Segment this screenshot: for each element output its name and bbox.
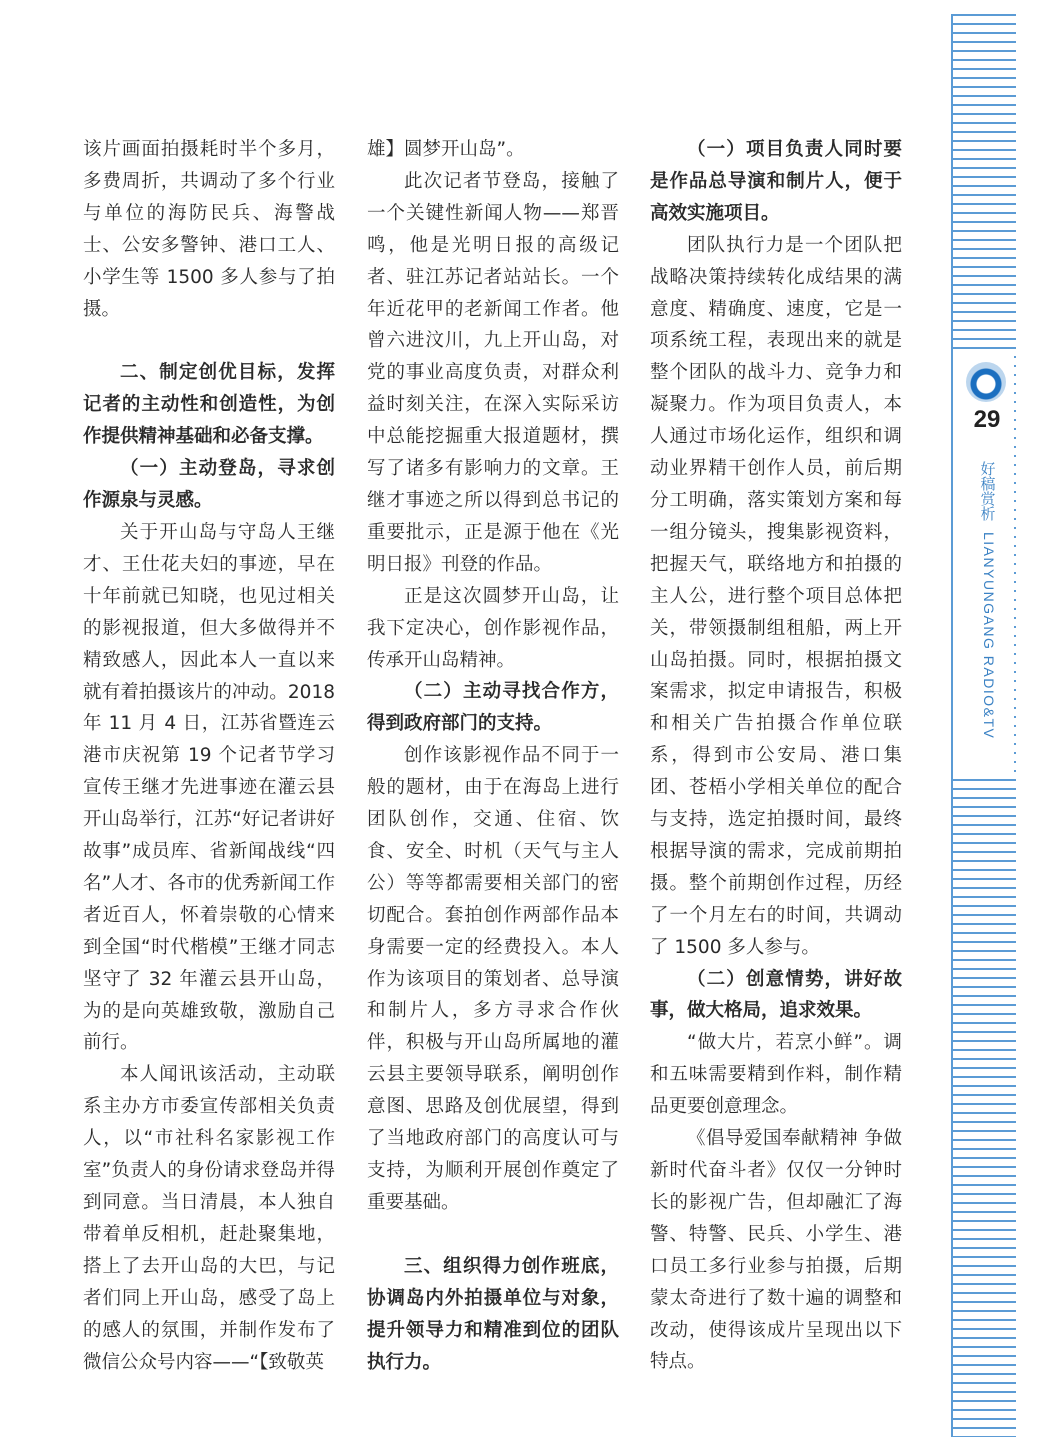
subsection-heading: （二）主动寻找合作方，得到政府部门的支持。 [367, 681, 619, 735]
paragraph: 正是这次圆梦开山岛，让我下定决心，创作影视作品，传承开山岛精神。 [367, 585, 619, 671]
section-heading: 二、制定创优目标，发挥记者的主动性和创造性，为创作提供精神基础和必备支撑。 [83, 362, 335, 448]
paragraph: “做大片，若烹小鲜”。调和五味需要精到作料，制作精品更要创意理念。 [650, 1032, 902, 1118]
page-number: 29 [973, 406, 1001, 433]
paragraph: 关于开山岛与守岛人王继才、王仕花夫妇的事迹，早在十年前就已知晓，也见过相关的影视报道，但大多做得并不精致感人，因此本人一直以来就有着拍摄该片的冲动。2018 年 11 月 4 日，江苏省暨连云港市庆祝第 19 个记者节学习宣传王继才先进事迹在灌云县开山岛举行，江苏“好记者讲好故事”成员库、省新闻战线“四名”人才、各市的优秀新闻工作者近百人，怀着崇敬的心情来到全国“时代楷模”王继才同志坚守了 32 年灌云县开山岛，为的是向英雄致敬，激励自己前行。 [83, 521, 335, 1054]
subsection-heading: （二）创意情势，讲好故事，做大格局，追求效果。 [650, 968, 902, 1022]
brand-name: LIANYUNGANG RADIO&TV [981, 532, 997, 740]
text-column-2 [367, 134, 619, 1378]
section-title [978, 462, 998, 522]
paragraph: 此次记者节登岛，接触了一个关键性新闻人物——郑晋鸣，他是光明日报的高级记者、驻江苏记者站站长。一个年近花甲的老新闻工作者。他曾六进汶川，九上开山岛，对党的事业高度负责，对群众利益时刻关注，在深入实际采访中总能挖掘重大报道题材，撰写了诸多有影响力的文章。王继才事迹之所以得到总书记的重要批示，正是源于他在《光明日报》刊登的作品。 [367, 170, 619, 575]
paragraph: 该片画面拍摄耗时半个多月，多费周折，共调动了多个行业与单位的海防民兵、海警战士、公安多警钟、港口工人、小学生等 1500 多人参与了拍摄。 [83, 139, 335, 320]
paragraph: 《倡导爱国奉献精神 争做新时代奋斗者》仅仅一分钟时长的影视广告，但却融汇了海警、特警、民兵、小学生、港口员工多行业参与拍摄，后期蒙太奇进行了数十遍的调整和改动，使得该成片呈现出以下特点。 [650, 1128, 902, 1373]
section-char: 好 [980, 460, 996, 478]
text-column-3 [650, 134, 902, 1378]
text-column-1 [83, 134, 335, 1378]
subsection-heading: （一）项目负责人同时要是作品总导演和制片人，便于高效实施项目。 [650, 139, 902, 224]
subsection-heading: （一）主动登岛，寻求创作源泉与灵感。 [83, 458, 335, 512]
section-char: 稿 [980, 475, 996, 493]
paragraph: 雄】圆梦开山岛”。 [367, 139, 525, 160]
section-heading: 三、组织得力创作班底，协调岛内外拍摄单位与对象，提升领导力和精准到位的团队执行力。 [367, 1255, 619, 1373]
paragraph: 创作该影视作品不同于一般的题材，由于在海岛上进行团队创作，交通、住宿、饮食、安全、时机（天气与主人公）等等都需要相关部门的密切配合。套拍创作两部作品本身需要一定的经费投入。本人作为该项目的策划者、总导演和制片人，多方寻求合作伙伴，积极与开山岛所属地的灌云县主要领导联系，阐明创作意图、思路及创优展望，得到了当地政府部门的高度认可与支持，为顺利开展创作奠定了重要基础。 [367, 745, 619, 1213]
paragraph: 本人闻讯该活动，主动联系主办方市委宣传部相关负责人，以“市社科名家影视工作室”负责人的身份请求登岛并得到同意。当日清晨，本人独自带着单反相机，赶赴聚集地，搭上了去开山岛的大巴，与记者们同上开山岛，感受了岛上的感人的氛围，并制作发布了微信公众号内容——“【致敬英 [83, 1064, 335, 1373]
section-char: 析 [980, 505, 996, 523]
magazine-logo-icon [966, 362, 1006, 402]
section-char: 赏 [980, 490, 996, 508]
paragraph: 团队执行力是一个团队把战略决策持续转化成结果的满意度、精确度、速度，它是一项系统工程，表现出来的就是整个团队的战斗力、竞争力和凝聚力。作为项目负责人，本人通过市场化运作，组织和调动业界精干创作人员，前后期分工明确，落实策划方案和每一组分镜头，搜集影视资料，把握天气，联络地方和拍摄的主人公，进行整个项目总体把关，带领摄制组租船，两上开山岛拍摄。同时，根据拍摄文案需求，拟定申请报告，积极和相关广告拍摄合作单位联系，得到市公安局、港口集团、苍梧小学相关单位的配合与支持，选定拍摄时间，最终根据导演的需求，完成前期拍摄。整个前期创作过程，历经了一个月左右的时间，共调动了 1500 多人参与。 [650, 234, 902, 958]
